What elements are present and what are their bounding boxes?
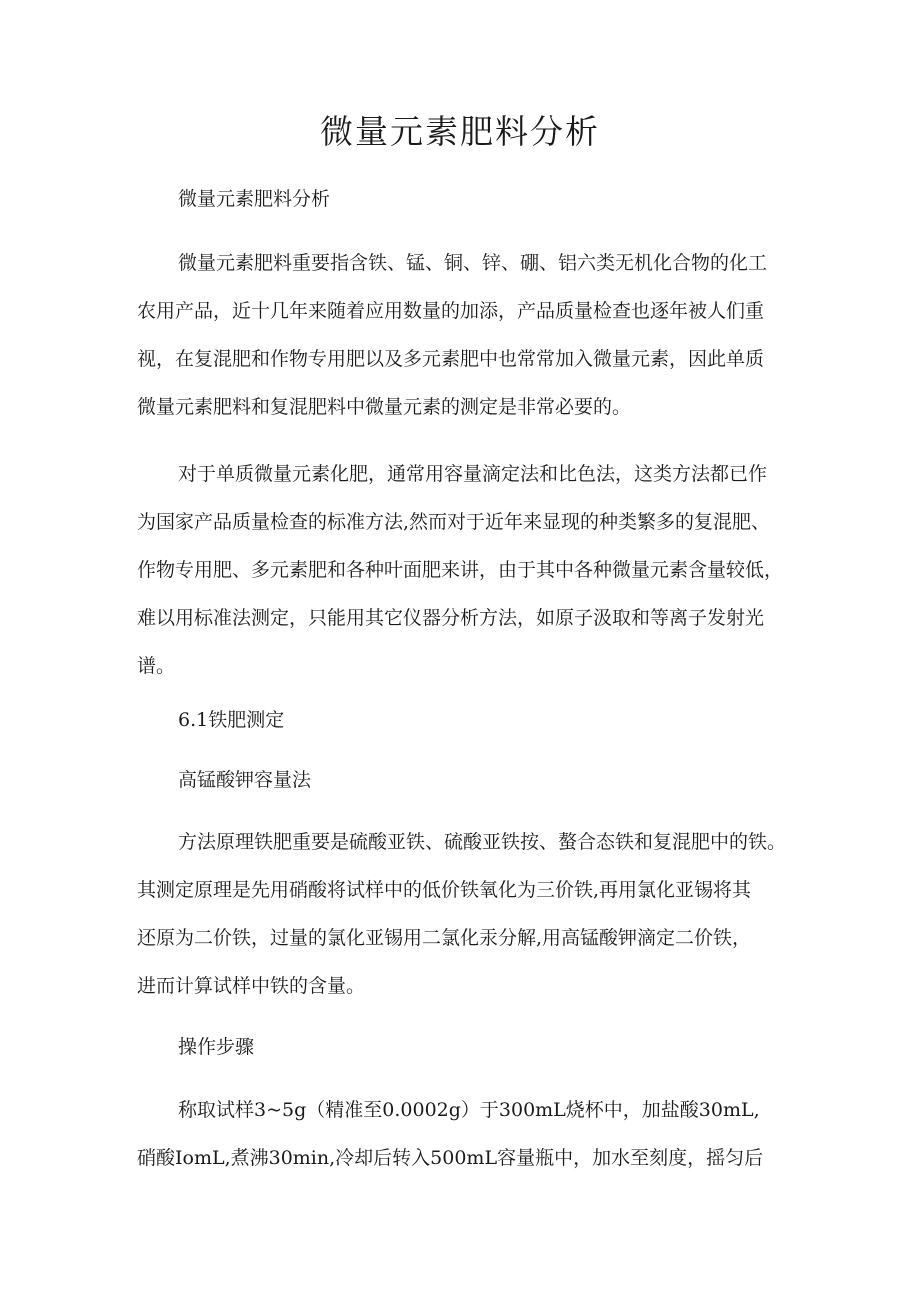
document-subtitle: 微量元素肥料分析 <box>178 188 331 210</box>
paragraph-line: 微量元素肥料重要指含铁、锰、铜、锌、硼、铝六类无机化合物的化工 <box>178 252 768 274</box>
steps-heading: 操作步骤 <box>178 1036 255 1058</box>
paragraph-line: 称取试样3~5g（精准至0.0002g）于300mL烧杯中，加盐酸30mL, <box>178 1099 760 1121</box>
paragraph-line: 进而计算试样中铁的含量。 <box>137 975 366 997</box>
paragraph-intro <box>137 239 797 431</box>
paragraph-line: 作物专用肥、多元素肥和各种叶面肥来讲，由于其中各种微量元素含量较低， <box>137 559 784 581</box>
paragraph-line: 对于单质微量元素化肥，通常用容量滴定法和比色法，这类方法都已作 <box>178 463 768 485</box>
method-heading: 高锰酸钾容量法 <box>178 769 312 791</box>
paragraph-principle <box>137 818 797 1010</box>
paragraph-line: 硝酸IomL,煮沸30min,冷却后转入500mL容量瓶中，加水至刻度，摇匀后 <box>137 1147 764 1169</box>
paragraph-line: 方法原理铁肥重要是硫酸亚铁、硫酸亚铁按、螯合态铁和复混肥中的铁。 <box>178 831 787 853</box>
paragraph-methods <box>137 450 797 690</box>
paragraph-line: 还原为二价铁，过量的氯化亚锡用二氯化汞分解,用高锰酸钾滴定二价铁， <box>137 927 752 949</box>
paragraph-line: 视，在复混肥和作物专用肥以及多元素肥中也常常加入微量元素，因此单质 <box>137 348 765 370</box>
section-heading: 6.1铁肥测定 <box>178 709 285 731</box>
paragraph-line: 为国家产品质量检查的标准方法,然而对于近年来显现的种类繁多的复混肥、 <box>137 511 771 533</box>
paragraph-line: 其测定原理是先用硝酸将试样中的低价铁氧化为三价铁,再用氯化亚锡将其 <box>137 879 752 901</box>
paragraph-line: 微量元素肥料和复混肥料中微量元素的测定是非常必要的。 <box>137 396 632 418</box>
document-title: 微量元素肥料分析 <box>320 112 600 151</box>
paragraph-line: 农用产品，近十几年来随着应用数量的加添，产品质量检查也逐年被人们重 <box>137 300 765 322</box>
paragraph-steps <box>137 1086 797 1182</box>
paragraph-line: 难以用标准法测定，只能用其它仪器分析方法，如原子汲取和等离子发射光 <box>137 607 765 629</box>
paragraph-line: 谱。 <box>137 655 176 677</box>
